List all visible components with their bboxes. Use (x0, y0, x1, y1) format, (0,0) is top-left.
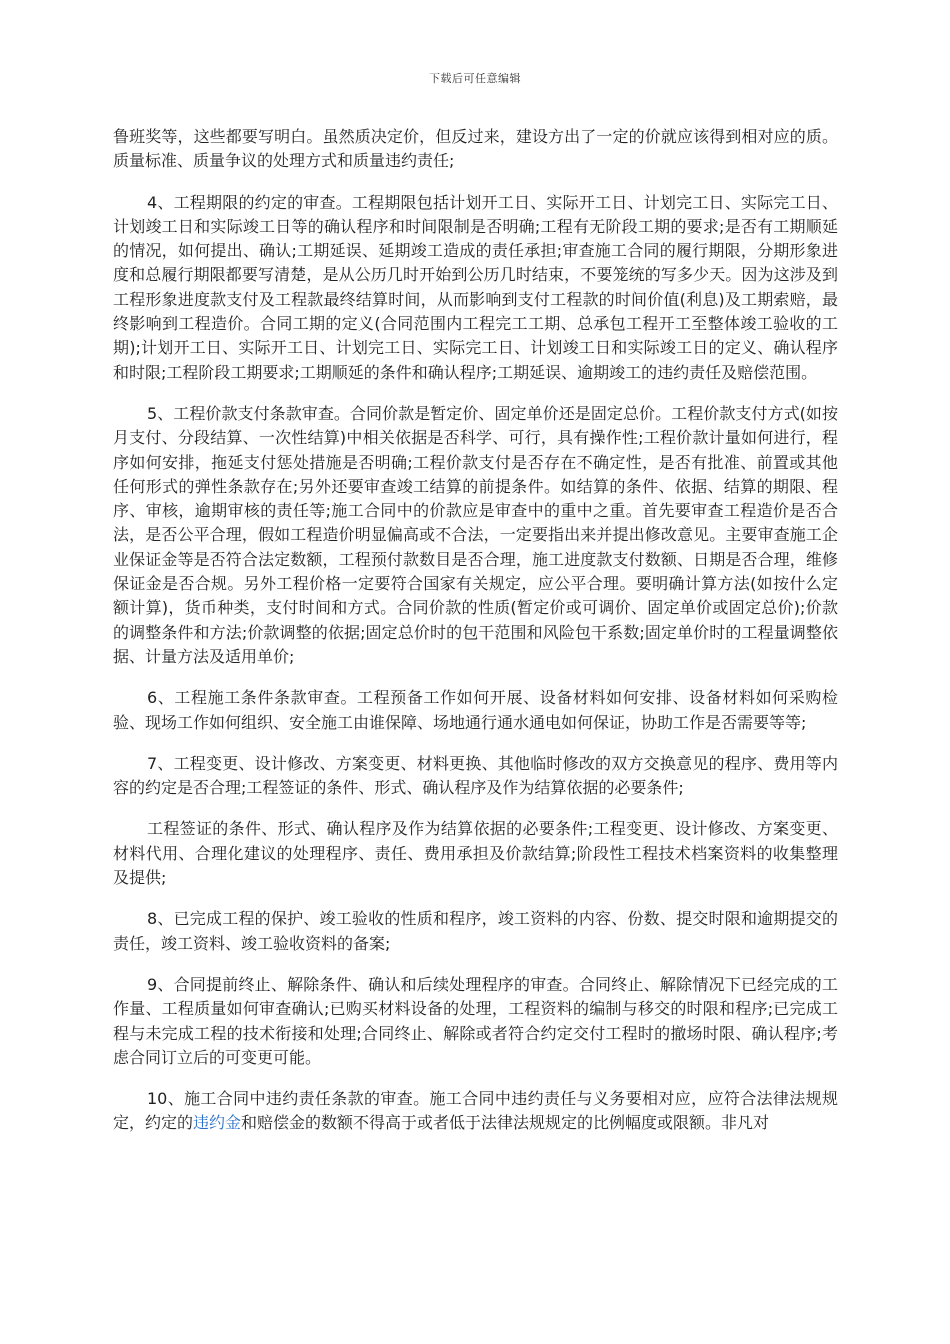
paragraph-breach-text-start: 10、施工合同中违约责任条款的审查。施工合同中违约责任与义务要相对应，应符合法律法规规定，约定的 (113, 1089, 838, 1133)
paragraph-payment-terms: 5、工程价款支付条款审查。合同价款是暂定价、固定单价还是固定总价。工程价款支付方式(如按月支付、分段结算、一次性结算)中相关依据是否科学、可行，具有操作性;工程价款计量如何进行，程序如何安排，拖延支付惩处措施是否明确;工程价款支付是否存在不确定性，是否有批准、前置或其他任何形式的弹性条款存在;另外还要审查竣工结算的前提条件。如结算的条件、依据、结算的期限、程序、审核，逾期审核的责任等;施工合同中的价款应是审查中的重中之重。首先要审查工程造价是否合法，是否公平合理，假如工程造价明显偏高或不合法，一定要指出来并提出修改意见。主要审查施工企业保证金等是否符合法定数额，工程预付款数目是否合理，施工进度款支付数额、日期是否合理，维修保证金是否合规。另外工程价格一定要符合国家有关规定，应公平合理。要明确计算方法(如按什么定额计算)，货币种类，支付时间和方式。合同价款的性质(暂定价或可调价、固定单价或固定总价);价款的调整条件和方法;价款调整的依据;固定总价时的包干范围和风险包干系数;固定单价时的工程量调整依据、计量方法及适用单价; (113, 403, 838, 666)
paragraph-completion-acceptance: 8、已完成工程的保护、竣工验收的性质和程序，竣工资料的内容、份数、提交时限和逾期提交的责任，竣工资料、竣工验收资料的备案; (113, 909, 838, 953)
page-header: 下载后可任意编辑 (429, 72, 521, 85)
paragraph-breach-text-end: 和赔偿金的数额不得高于或者低于法律法规规定的比例幅度或限额。非凡对 (241, 1113, 770, 1133)
paragraph-engineering-changes: 7、工程变更、设计修改、方案变更、材料更换、其他临时修改的双方交换意见的程序、费用等内容的约定是否合理;工程签证的条件、形式、确认程序及作为结算依据的必要条件; (113, 753, 838, 798)
document-body (113, 125, 838, 1153)
paragraph-breach-liability (113, 1087, 838, 1136)
paragraph-construction-conditions: 6、工程施工条件条款审查。工程预备工作如何开展、设备材料如何安排、设备材料如何采购检验、现场工作如何组织、安全施工由谁保障、场地通行通水通电如何保证，协助工作是否需要等等; (113, 688, 838, 732)
paragraph-project-duration: 4、工程期限的约定的审查。工程期限包括计划开工日、实际开工日、计划完工日、实际完工日、计划竣工日和实际竣工日等的确认程序和时间限制是否明确;工程有无阶段工期的要求;是否有工期顺延的情况，如何提出、确认;工期延误、延期竣工造成的责任承担;审查施工合同的履行期限，分期形象进度和总履行期限都要写清楚，是从公历几时开始到公历几时结束，不要笼统的写多少天。因为这涉及到工程形象进度款支付及工程款最终结算时间，从而影响到支付工程款的时间价值(利息)及工期索赔，最终影响到工程造价。合同工期的定义(合同范围内工程完工工期、总承包工程开工至整体竣工验收的工期);计划开工日、实际开工日、计划完工日、实际完工日、计划竣工日和实际竣工日的定义、确认程序和时限;工程阶段工期要求;工期顺延的条件和确认程序;工期延误、逾期竣工的违约责任及赔偿范围。 (113, 192, 838, 382)
paragraph-contract-termination: 9、合同提前终止、解除条件、确认和后续处理程序的审查。合同终止、解除情况下已经完成的工作量、工程质量如何审查确认;已购买材料设备的处理，工程资料的编制与移交的时限和程序;已完成工程与未完成工程的技术衔接和处理;合同终止、解除或者符合约定交付工程时的撤场时限、确认程序;考虑合同订立后的可变更可能。 (113, 974, 838, 1067)
liquidated-damages-link[interactable]: 违约金 (193, 1113, 242, 1133)
paragraph-quality-standards: 鲁班奖等，这些都要写明白。虽然质决定价，但反过来，建设方出了一定的价就应该得到相对应的质。质量标准、质量争议的处理方式和质量违约责任; (113, 127, 838, 171)
paragraph-engineering-visa: 工程签证的条件、形式、确认程序及作为结算依据的必要条件;工程变更、设计修改、方案变更、材料代用、合理化建议的处理程序、责任、费用承担及价款结算;阶段性工程技术档案资料的收集整理及提供; (113, 819, 838, 888)
